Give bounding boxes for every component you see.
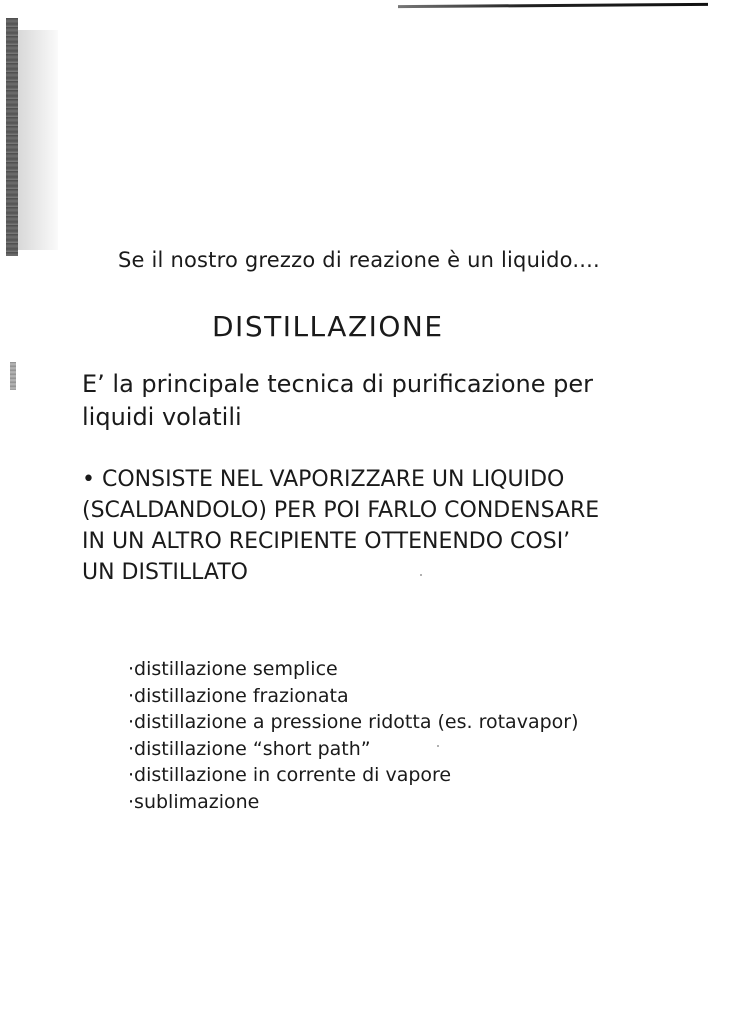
list-item: ·distillazione semplice	[128, 658, 338, 680]
page-title: DISTILLAZIONE	[212, 310, 444, 343]
list-item: ·distillazione in corrente di vapore	[128, 764, 452, 786]
scan-edge-left	[6, 18, 18, 256]
list-item: ·distillazione a pressione ridotta (es. rotavapor)	[128, 711, 579, 733]
list-item: ·distillazione frazionata	[128, 684, 349, 707]
list-item: ·sublimazione	[128, 790, 260, 813]
definition-line: E’ la principale tecnica di purificazione per	[82, 370, 594, 398]
definition-line: liquidi volatili	[82, 403, 242, 431]
scan-shadow	[18, 30, 58, 250]
scan-edge-top	[398, 3, 708, 8]
definition-paragraph	[82, 368, 702, 434]
principle-line: IN UN ALTRO RECIPIENTE OTTENENDO COSI’	[82, 529, 571, 554]
methods-list	[128, 656, 579, 815]
principle-line: • CONSISTE NEL VAPORIZZARE UN LIQUIDO	[82, 467, 565, 492]
list-item: ·distillazione “short path”	[128, 737, 371, 760]
principle-line: (SCALDANDOLO) PER POI FARLO CONDENSARE	[82, 498, 600, 523]
principle-paragraph	[82, 464, 702, 588]
scan-speck	[10, 362, 16, 390]
principle-line: UN DISTILLATO	[82, 560, 248, 585]
intro-text: Se il nostro grezzo di reazione è un liquido....	[118, 248, 600, 272]
